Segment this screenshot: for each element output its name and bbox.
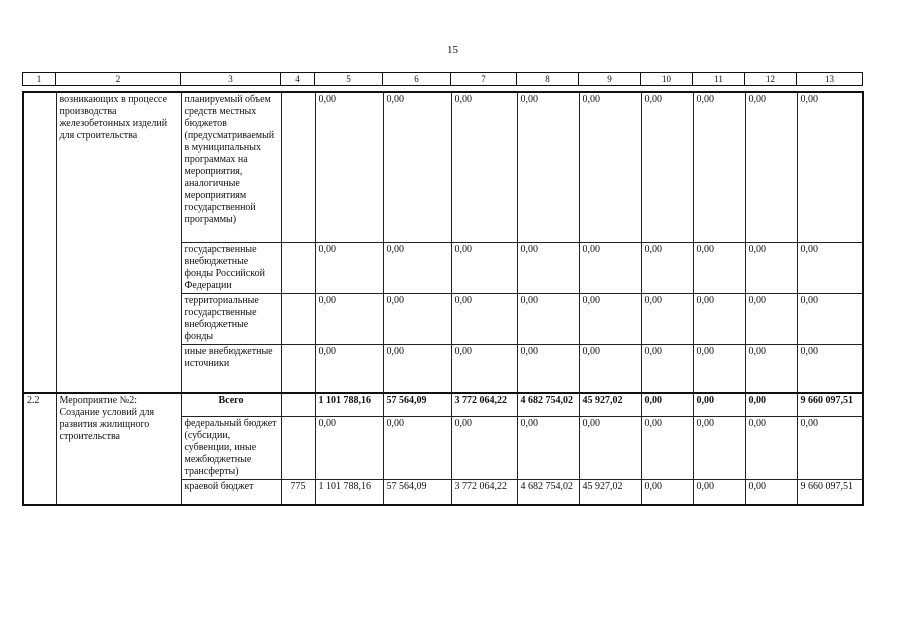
value-cell: 3 772 064,22 [451,393,517,417]
value-cell: 0,00 [315,92,383,243]
code-cell [281,243,315,294]
value-cell: 4 682 754,02 [517,480,579,506]
value-cell: 0,00 [315,345,383,394]
value-cell: 0,00 [315,417,383,480]
value-cell: 0,00 [641,417,693,480]
value-cell: 0,00 [517,417,579,480]
value-cell: 45 927,02 [579,480,641,506]
column-number: 9 [579,73,641,86]
value-cell: 0,00 [451,92,517,243]
value-cell: 0,00 [797,243,863,294]
funding-source-cell: Всего [181,393,281,417]
value-cell: 1 101 788,16 [315,480,383,506]
funding-source-cell: федеральный бюджет (субсидии, субвенции, иные межбюджетные трансферты) [181,417,281,480]
code-cell [281,345,315,394]
funding-source-cell: территориальные государственные внебюджетные фонды [181,294,281,345]
value-cell: 0,00 [451,417,517,480]
value-cell: 0,00 [693,345,745,394]
code-cell [281,393,315,417]
funding-source-cell: краевой бюджет [181,480,281,506]
value-cell: 0,00 [693,92,745,243]
table-row-total [23,393,863,417]
activity-name-cell: возникающих в процессе производства железобетонных изделий для строительства [56,92,181,393]
column-number: 12 [745,73,797,86]
row-number-cell [23,92,56,393]
value-cell: 0,00 [641,92,693,243]
value-cell: 0,00 [383,294,451,345]
value-cell: 0,00 [641,393,693,417]
column-number: 5 [315,73,383,86]
value-cell: 57 564,09 [383,393,451,417]
value-cell: 0,00 [693,417,745,480]
column-number-row [23,73,863,86]
budget-table [22,91,864,506]
value-cell: 0,00 [745,480,797,506]
value-cell: 0,00 [745,393,797,417]
column-number: 4 [281,73,315,86]
value-cell: 0,00 [745,417,797,480]
value-cell: 0,00 [641,345,693,394]
value-cell: 4 682 754,02 [517,393,579,417]
value-cell: 9 660 097,51 [797,393,863,417]
funding-source-cell: планируемый объем средств местных бюджетов (предусматриваемый в муниципальных программах на мероприятия, аналогичные мероприятиям государственной программы) [181,92,281,243]
value-cell: 0,00 [745,345,797,394]
value-cell: 0,00 [451,294,517,345]
funding-source-cell: иные внебюджетные источники [181,345,281,394]
value-cell: 0,00 [517,92,579,243]
column-number: 10 [641,73,693,86]
value-cell: 0,00 [579,294,641,345]
column-number: 2 [56,73,181,86]
value-cell: 3 772 064,22 [451,480,517,506]
value-cell: 0,00 [315,243,383,294]
value-cell: 1 101 788,16 [315,393,383,417]
activity-name-cell: Мероприятие №2: Создание условий для развития жилищного строительства [56,393,181,505]
value-cell: 0,00 [693,480,745,506]
value-cell: 0,00 [797,345,863,394]
value-cell: 0,00 [797,417,863,480]
value-cell: 0,00 [517,243,579,294]
column-number: 3 [181,73,281,86]
value-cell: 0,00 [745,294,797,345]
value-cell: 0,00 [693,294,745,345]
value-cell: 0,00 [745,243,797,294]
value-cell: 0,00 [383,417,451,480]
table-row [23,92,863,243]
value-cell: 0,00 [383,243,451,294]
value-cell: 0,00 [579,345,641,394]
column-number: 8 [517,73,579,86]
column-number: 13 [797,73,863,86]
value-cell: 0,00 [797,294,863,345]
value-cell: 0,00 [315,294,383,345]
value-cell: 0,00 [693,393,745,417]
value-cell: 9 660 097,51 [797,480,863,506]
value-cell: 0,00 [641,294,693,345]
value-cell: 0,00 [383,345,451,394]
value-cell: 0,00 [693,243,745,294]
value-cell: 0,00 [517,294,579,345]
code-cell [281,294,315,345]
value-cell: 0,00 [517,345,579,394]
value-cell: 0,00 [579,243,641,294]
value-cell: 0,00 [451,345,517,394]
value-cell: 45 927,02 [579,393,641,417]
column-number: 7 [451,73,517,86]
value-cell: 0,00 [451,243,517,294]
value-cell: 0,00 [641,243,693,294]
value-cell: 57 564,09 [383,480,451,506]
value-cell: 0,00 [641,480,693,506]
value-cell: 0,00 [797,92,863,243]
code-cell: 775 [281,480,315,506]
column-number: 1 [23,73,56,86]
row-number-cell: 2.2 [23,393,56,505]
value-cell: 0,00 [383,92,451,243]
header-row-table [22,72,863,86]
page-number: 15 [447,44,458,56]
funding-source-cell: государственные внебюджетные фонды Российской Федерации [181,243,281,294]
code-cell [281,92,315,243]
value-cell: 0,00 [745,92,797,243]
column-number: 11 [693,73,745,86]
value-cell: 0,00 [579,92,641,243]
code-cell [281,417,315,480]
column-number: 6 [383,73,451,86]
value-cell: 0,00 [579,417,641,480]
